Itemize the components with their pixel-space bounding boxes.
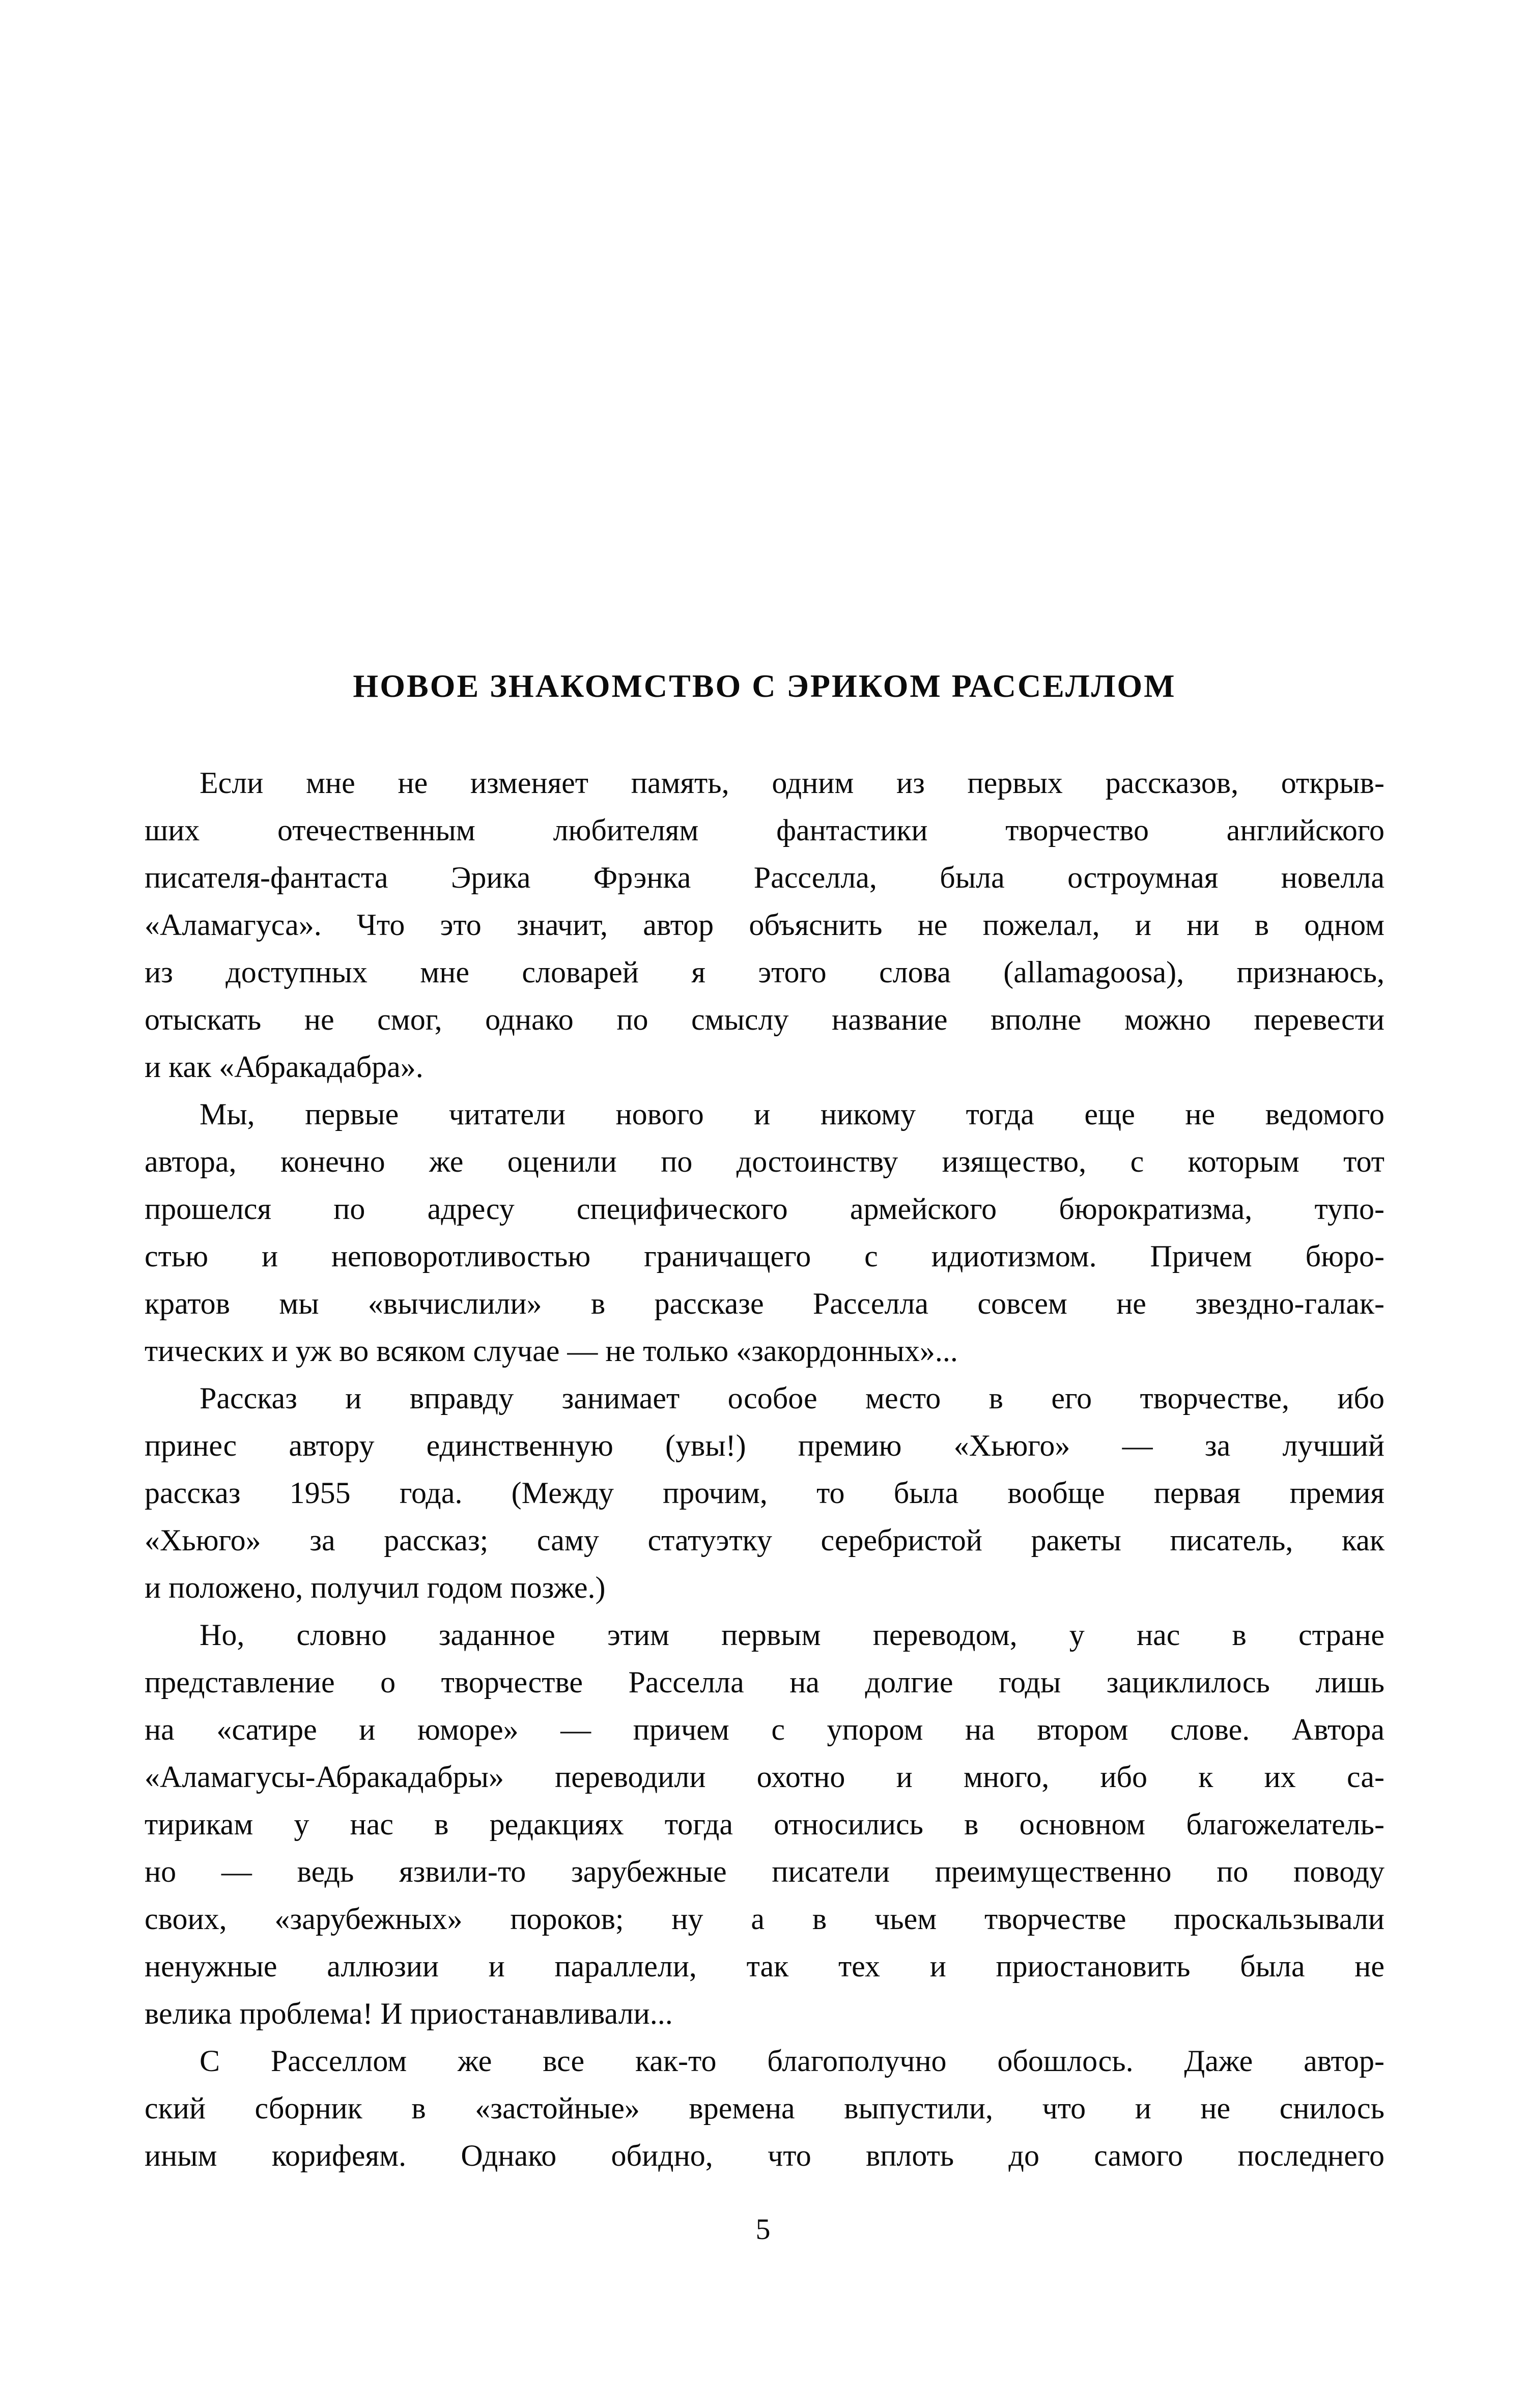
paragraph-line: но — ведь язвили-то зарубежные писатели преимущественно по поводу <box>145 1855 1384 1888</box>
paragraph-line: тирикам у нас в редакциях тогда относились в основном благожелатель- <box>145 1807 1384 1841</box>
paragraph-line: на «сатире и юморе» — причем с упором на втором слове. Автора <box>145 1713 1384 1746</box>
paragraph-line: своих, «зарубежных» пороков; ну а в чьем творчестве проскальзывали <box>145 1902 1384 1936</box>
paragraph-line: велика проблема! И приостанавливали... <box>145 1997 673 2030</box>
paragraph-line: Но, словно заданное этим первым переводом, у нас в стране <box>200 1618 1384 1652</box>
paragraph-line: ших отечественным любителям фантастики творчество английского <box>145 813 1384 847</box>
paragraph-line: рассказ 1955 года. (Между прочим, то была вообще первая премия <box>145 1476 1384 1510</box>
paragraph-line: и положено, получил годом позже.) <box>145 1571 606 1604</box>
paragraph-line: представление о творчестве Расселла на долгие годы зациклилось лишь <box>145 1665 1384 1699</box>
paragraph-line: «Аламагуса». Что это значит, автор объяснить не пожелал, и ни в одном <box>145 908 1384 942</box>
paragraph <box>145 1091 1384 1375</box>
paragraph <box>145 1611 1384 2037</box>
paragraph-line: тических и уж во всяком случае — не только «закордонных»... <box>145 1334 958 1368</box>
paragraph-line: «Хьюго» за рассказ; саму статуэтку серебристой ракеты писатель, как <box>145 1523 1384 1557</box>
paragraph-line: принес автору единственную (увы!) премию «Хьюго» — за лучший <box>145 1429 1384 1462</box>
paragraph <box>145 2037 1384 2179</box>
paragraph-line: из доступных мне словарей я этого слова (allamagoosa), признаюсь, <box>145 955 1384 989</box>
paragraph-line: и как «Абракадабра». <box>145 1050 423 1084</box>
paragraph-line: ский сборник в «застойные» времена выпустили, что и не снилось <box>145 2091 1384 2125</box>
paragraph-line: автора, конечно же оценили по достоинству изящество, с которым тот <box>145 1145 1384 1178</box>
paragraph-line: прошелся по адресу специфического армейского бюрократизма, тупо- <box>145 1192 1384 1226</box>
paragraph-line: Если мне не изменяет память, одним из первых рассказов, открыв- <box>200 766 1384 800</box>
paragraph-line: С Расселлом же все как-то благополучно обошлось. Даже автор- <box>200 2044 1384 2078</box>
paragraph-line: стью и неповоротливостью граничащего с идиотизмом. Причем бюро- <box>145 1239 1384 1273</box>
paragraph-line: отыскать не смог, однако по смыслу название вполне можно перевести <box>145 1003 1384 1036</box>
paragraph <box>145 1375 1384 1611</box>
body-text <box>145 759 1384 2179</box>
paragraph-line: «Аламагусы-Абракадабры» переводили охотно и много, ибо к их са- <box>145 1760 1384 1794</box>
paragraph-line: ненужные аллюзии и параллели, так тех и приостановить была не <box>145 1949 1384 1983</box>
page-number: 5 <box>755 2213 771 2246</box>
paragraph-line: кратов мы «вычислили» в рассказе Расселла совсем не звездно-галак- <box>145 1287 1384 1320</box>
paragraph-line: писателя-фантаста Эрика Фрэнка Расселла, была остроумная новелла <box>145 861 1384 894</box>
page-title: НОВОЕ ЗНАКОМСТВО С ЭРИКОМ РАССЕЛЛОМ <box>353 668 1176 704</box>
paragraph-line: Рассказ и вправду занимает особое место в его творчестве, ибо <box>200 1381 1384 1415</box>
paragraph <box>145 759 1384 1091</box>
paragraph-line: Мы, первые читатели нового и никому тогда еще не ведомого <box>200 1097 1384 1131</box>
paragraph-line: иным корифеям. Однако обидно, что вплоть до самого последнего <box>145 2139 1384 2172</box>
